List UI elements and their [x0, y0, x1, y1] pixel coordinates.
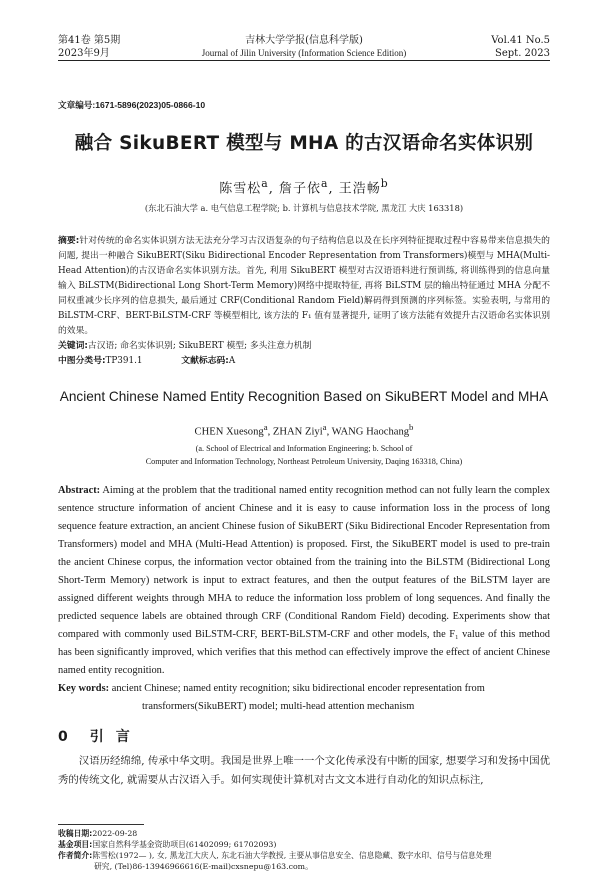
- title-zh: 融合 SikuBERT 模型与 MHA 的古汉语命名实体识别: [74, 133, 534, 154]
- keywords-zh-label: 关键词:: [58, 341, 88, 352]
- author-bio-label: 作者简介:: [58, 851, 93, 860]
- affiliation-zh: (东北石油大学 a. 电气信息工程学院; b. 计算机与信息技术学院, 黑龙江 大庆 163318): [144, 203, 464, 214]
- abstract-en-text: Aiming at the problem that the traditional named entity recognition method can not fully learn the complex sentence structure information of ancient Chinese and it is easy to cause information loss in the process of long sequence feature extraction, an ancient Chinese fusion of SikuBERT (Siku Bidirectional Encoder Representation from Transformers) model and MHA (Multi-Head Attention) is proposed. First, the SikuBERT model is used to pre-train the ancient Chinese corpus, the information vector obtained from the training into the BiLSTM (Bidirectional Long Short-Term Memory) network is input to extract features, and then the output features of the BiLSTM layer are assigned different weights through MHA to reduce the information loss problem of long sequences. And finally the predicted sequence labels are obtained through CRF (Conditional Random Field) decoding. Experiments show that compared with commonly used BiLSTM-CRF, BERT-BiLSTM-CRF and other models, the F₁ value of this method has been significantly improved, which verifies that this method can effectively improve the effect of ancient Chinese named entity recognition.: [58, 484, 550, 676]
- author-mark: a: [261, 177, 269, 190]
- keywords-en: [58, 680, 550, 716]
- section-number: 0: [58, 728, 68, 745]
- author-bio-line2: 研究, (Tel)86-13946966616(E-mail)cxsnepu@163.com。: [94, 862, 313, 871]
- abstract-zh-label: 摘要:: [58, 236, 80, 247]
- author-name: 王浩畅: [338, 181, 381, 197]
- author-separator: ,: [328, 181, 339, 197]
- affiliation-en-line1: (a. School of Electrical and Information Engineering; b. School of: [195, 443, 413, 453]
- author-mark-en: b: [409, 422, 414, 433]
- author-name: 陈雪松: [219, 181, 262, 197]
- footnote: [58, 824, 550, 872]
- fund-info: [58, 839, 550, 850]
- classification-value: TP391.1: [105, 356, 143, 367]
- affiliation-en: [58, 442, 550, 468]
- journal-name-en: Journal of Jilin University (Information Science Edition): [201, 48, 407, 58]
- document-code-value: A: [228, 356, 236, 367]
- author-bio-line1: 陈雪松(1972— ), 女, 黑龙江大庆人, 东北石油大学教授, 主要从事信息安全、信息隐藏、数字水印、信号与信息处理: [92, 851, 492, 860]
- volume-line-en: Vol.41 No.5: [491, 35, 550, 46]
- author-name-en: CHEN Xuesong: [194, 426, 264, 438]
- received-value: 2022-09-28: [92, 829, 138, 838]
- keywords-zh-text: 古汉语; 命名实体识别; SikuBERT 模型; 多头注意力机制: [87, 341, 312, 352]
- author-mark-en: a: [263, 422, 268, 433]
- abstract-zh-text: 针对传统的命名实体识别方法无法充分学习古汉语复杂的句子结构信息以及在长序列特征提取过程中容易带来信息损失的问题, 提出一种融合 SikuBERT(Siku Bidirectional Encoder Representation from Transformers)模型与 MHA(Multi-Head Attention)的古汉语命名实体识别方法。首先, 利用 SikuBERT 模型对古汉语语料进行预训练, 将训练得到的信息向量输入 BiLSTM(Bidirectional Long Short-Term Memory)网络中提取特征, 再将 BiLSTM 层的输出特征通过 MHA 分配不同权重减少长序列的信息损失, 最后通过 CRF(Conditional Random Field)解码得到预测的序列标签。实验表明, 与常用的 BiLSTM-CRF、BERT-BiLSTM-CRF 等模型相比, 该方法的 F₁ 值有显著提升, 证明了该方法能有效提升古汉语命名实体识别的效果。: [58, 236, 550, 337]
- volume-issue-en: [491, 34, 550, 60]
- affiliation-en-line2: Computer and Information Technology, Northeast Petroleum University, Daqing 163318, China): [145, 456, 463, 466]
- author-name-en: WANG Haochang: [331, 426, 410, 438]
- article-number-value: 1671-5896(2023)05-0866-10: [95, 100, 206, 110]
- abstract-zh: [58, 234, 550, 339]
- keywords-en-label: Key words:: [58, 682, 110, 694]
- journal-name-zh: 吉林大学学报(信息科学版): [245, 35, 363, 46]
- received-date: [58, 828, 550, 839]
- journal-name: [58, 34, 550, 60]
- fund-value: 国家自然科学基金资助项目(61402099; 61702093): [92, 840, 277, 849]
- authors-en: [58, 422, 550, 438]
- abstract-en-label: Abstract:: [58, 484, 101, 496]
- volume-line: 第41卷 第5期: [58, 35, 121, 46]
- date-line: 2023年9月: [58, 48, 110, 59]
- author-mark: b: [380, 177, 389, 190]
- classification-zh: [58, 354, 550, 369]
- article-number: [58, 99, 550, 111]
- document-code-label: 文献标志码:: [181, 356, 229, 367]
- classification-label: 中图分类号:: [58, 356, 106, 367]
- keywords-zh: [58, 339, 550, 354]
- section-heading: [58, 726, 550, 746]
- author-separator-en: ,: [267, 426, 273, 438]
- keywords-en-text: ancient Chinese; named entity recognition; siku bidirectional encoder representation from transformers(SikuBERT) model; multi-head attention mechanism: [111, 682, 485, 712]
- running-header: [58, 0, 550, 61]
- article-number-label: 文章编号:: [58, 100, 96, 110]
- received-label: 收稿日期:: [58, 829, 93, 838]
- author-bio: [58, 850, 550, 861]
- title-en: Ancient Chinese Named Entity Recognition Based on SikuBERT Model and MHA: [59, 389, 549, 405]
- authors-zh: [58, 177, 550, 196]
- author-mark-en: a: [322, 422, 327, 433]
- body-paragraph: 汉语历经绵绵, 传承中华文明。我国是世界上唯一一个文化传承没有中断的国家, 想要学习和发扬中国优秀的传统文化, 就需要从古汉语入手。如何实现使计算机对古文文本进行自动化的知识点标注,: [58, 754, 550, 786]
- fund-label: 基金项目:: [58, 840, 93, 849]
- author-name-en: ZHAN Ziyi: [272, 426, 323, 438]
- section-title: 引言: [89, 728, 142, 745]
- author-name: 詹子依: [279, 181, 322, 197]
- author-mark: a: [321, 177, 329, 190]
- author-separator: ,: [268, 181, 280, 197]
- abstract-en: [58, 482, 550, 680]
- footnote-rule: [58, 824, 144, 825]
- date-line-en: Sept. 2023: [495, 48, 550, 59]
- author-separator-en: ,: [326, 426, 332, 438]
